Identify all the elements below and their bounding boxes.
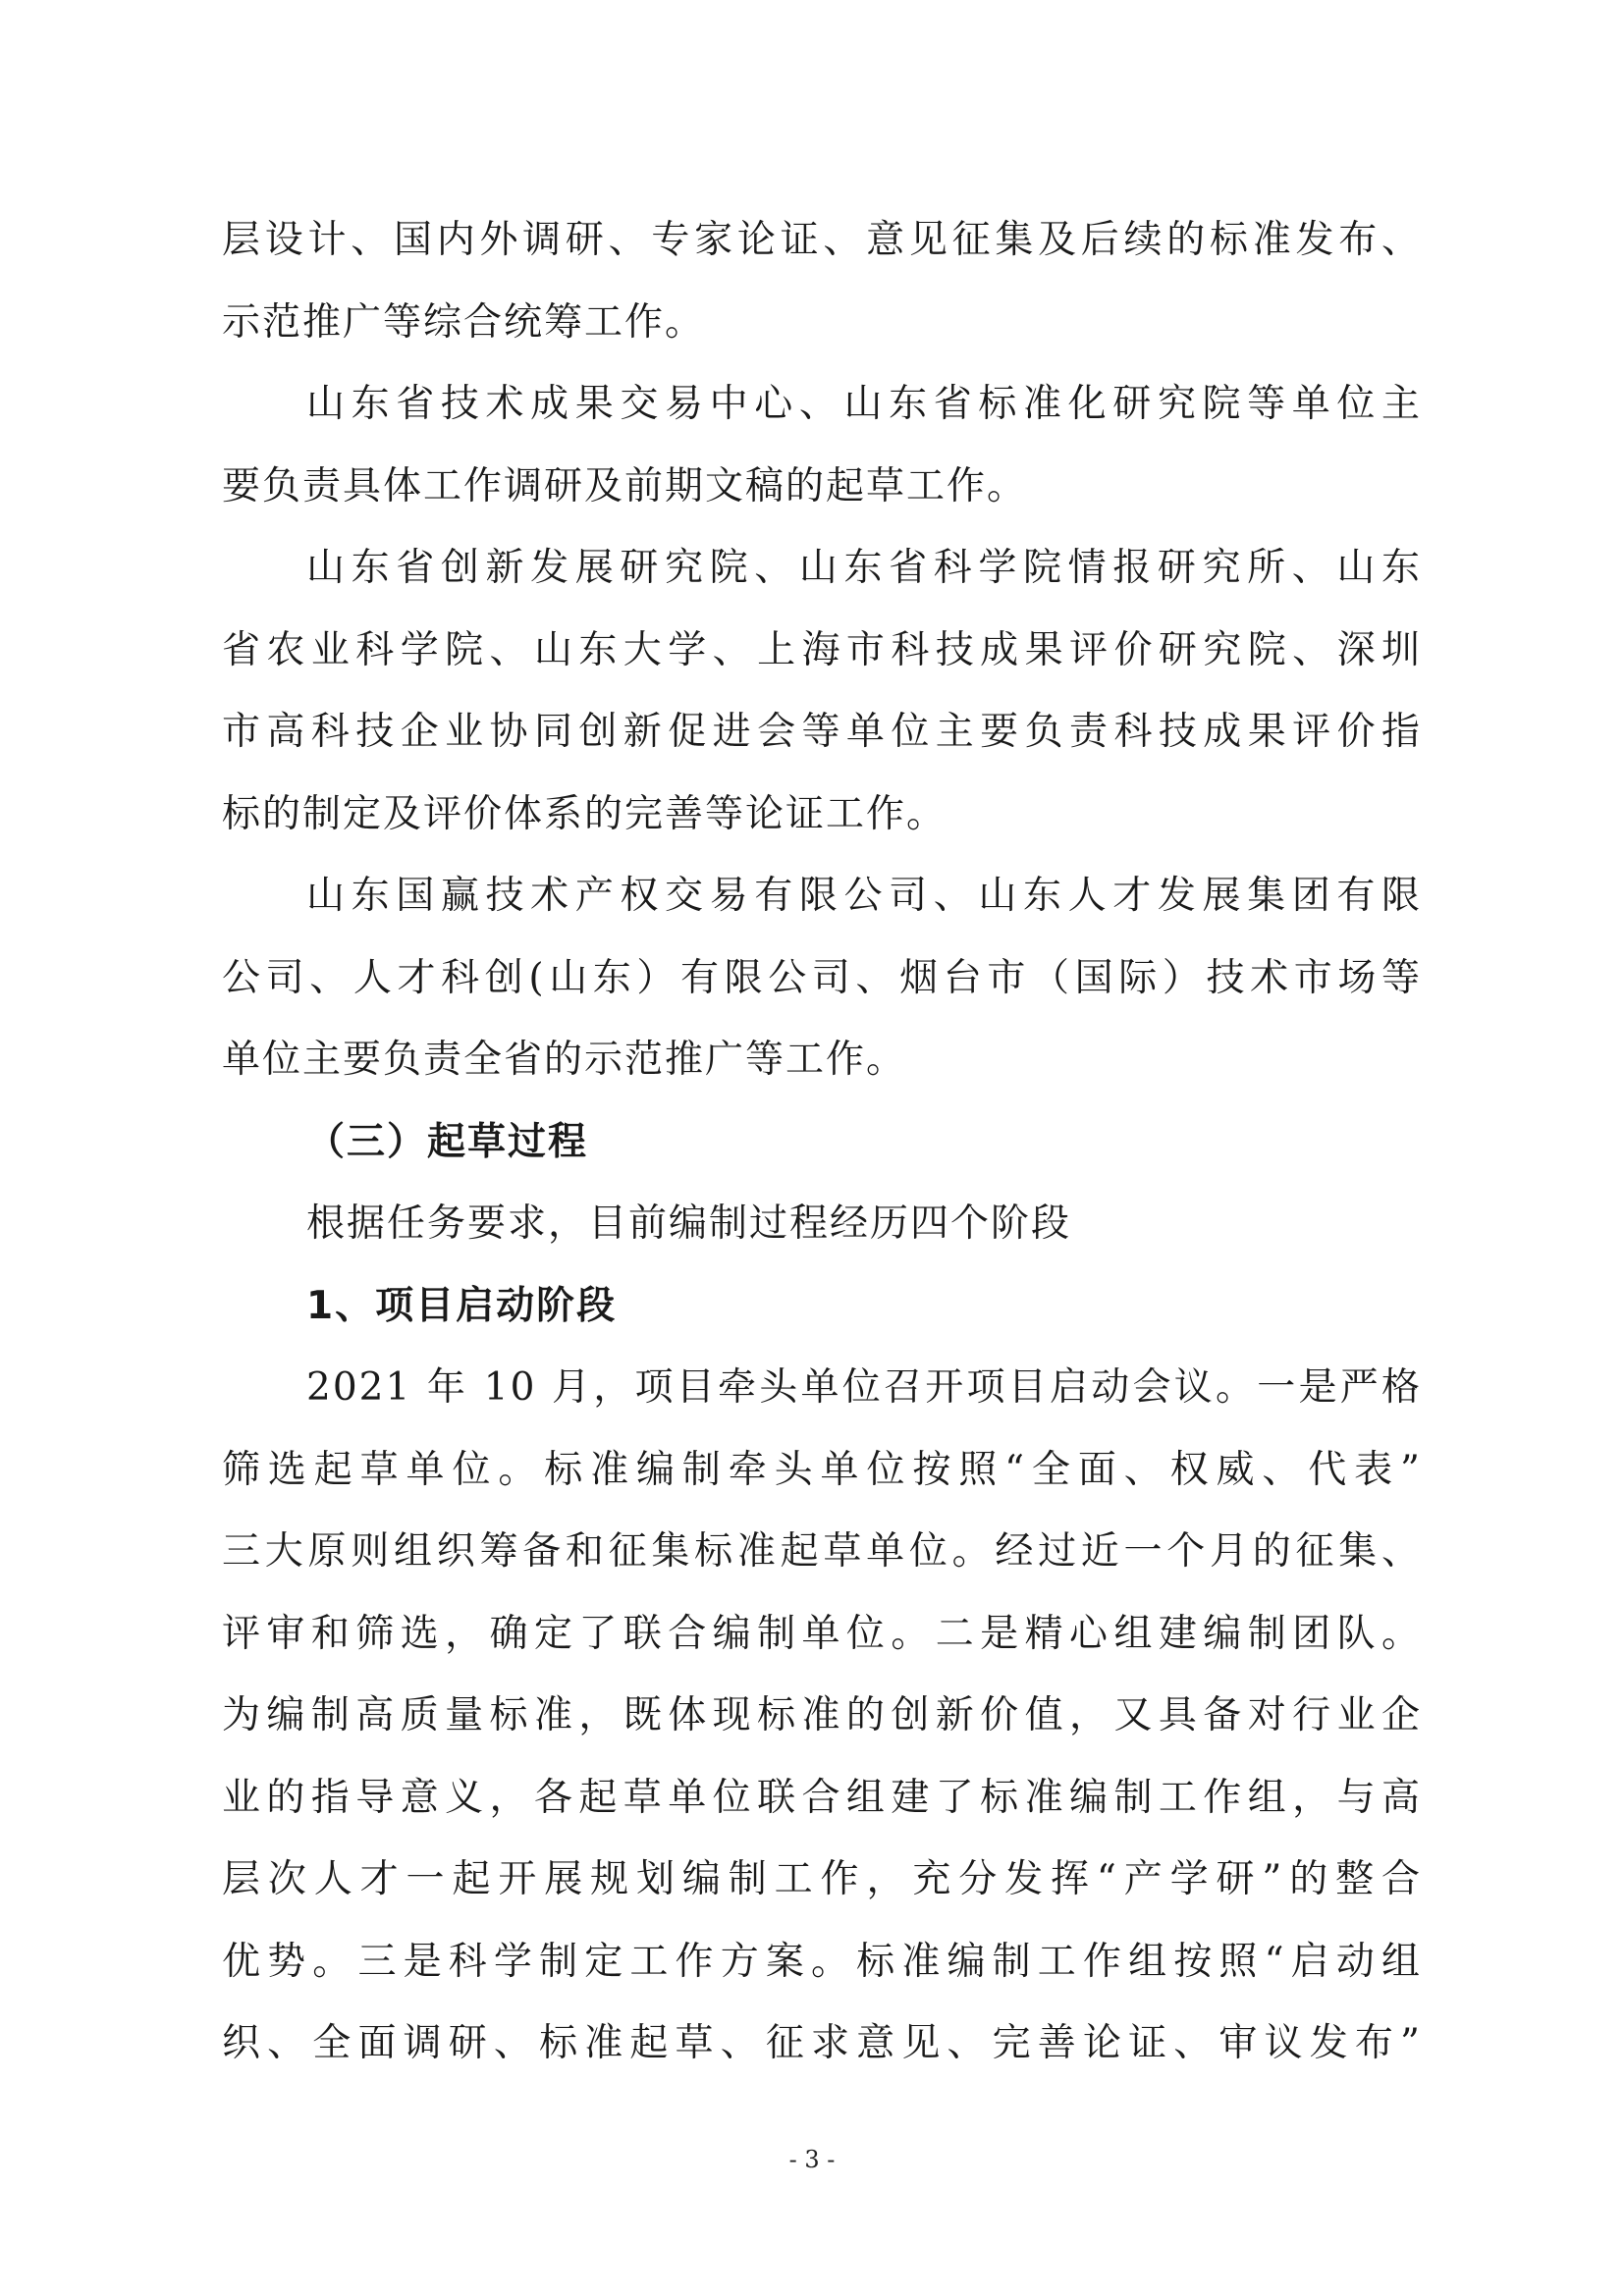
- paragraph-line: 筛选起草单位。标准编制牵头单位按照“全面、权威、代表”: [222, 1447, 1422, 1492]
- paragraph-line: 山东国赢技术产权交易有限公司、山东人才发展集团有限: [306, 874, 1422, 918]
- paragraph-line: 市高科技企业协同创新促进会等单位主要负责科技成果评价指: [222, 710, 1422, 754]
- paragraph-line: 单位主要负责全省的示范推广等工作。: [222, 1038, 907, 1082]
- paragraph-line: 要负责具体工作调研及前期文稿的起草工作。: [222, 463, 1028, 508]
- paragraph-line: 层次人才一起开展规划编制工作，充分发挥“产学研”的整合: [222, 1857, 1422, 1901]
- paragraph-line: 2021 年 10 月，项目牵头单位召开项目启动会议。一是严格: [306, 1365, 1422, 1410]
- paragraph-line: 三大原则组织筹备和征集标准起草单位。经过近一个月的征集、: [222, 1529, 1422, 1574]
- paragraph-line: 优势。三是科学制定工作方案。标准编制工作组按照“启动组: [222, 1939, 1422, 1984]
- paragraph-line: 织、全面调研、标准起草、征求意见、完善论证、审议发布”: [222, 2021, 1422, 2065]
- paragraph-line: 评审和筛选，确定了联合编制单位。二是精心组建编制团队。: [222, 1611, 1422, 1656]
- paragraph-line: 为编制高质量标准，既体现标准的创新价值，又具备对行业企: [222, 1693, 1422, 1737]
- paragraph-line: 公司、人才科创(山东）有限公司、烟台市（国际）技术市场等: [222, 955, 1422, 1000]
- paragraph-line: 根据任务要求，目前编制过程经历四个阶段: [306, 1201, 1072, 1246]
- document-body: [222, 199, 1422, 2085]
- paragraph-line: 山东省技术成果交易中心、山东省标准化研究院等单位主: [306, 382, 1422, 426]
- paragraph-line: 标的制定及评价体系的完善等论证工作。: [222, 791, 947, 836]
- paragraph-line: 示范推广等综合统筹工作。: [222, 299, 706, 345]
- subsection-heading: 1、项目启动阶段: [306, 1283, 618, 1328]
- paragraph-line: 层设计、国内外调研、专家论证、意见征集及后续的标准发布、: [222, 218, 1422, 262]
- page-number: - 3 -: [788, 2146, 836, 2173]
- paragraph-line: 省农业科学院、山东大学、上海市科技成果评价研究院、深圳: [222, 627, 1422, 672]
- paragraph-line: 山东省创新发展研究院、山东省科学院情报研究所、山东: [306, 546, 1422, 590]
- paragraph-line: 业的指导意义，各起草单位联合组建了标准编制工作组，与高: [222, 1775, 1422, 1820]
- section-heading: （三）起草过程: [306, 1119, 589, 1164]
